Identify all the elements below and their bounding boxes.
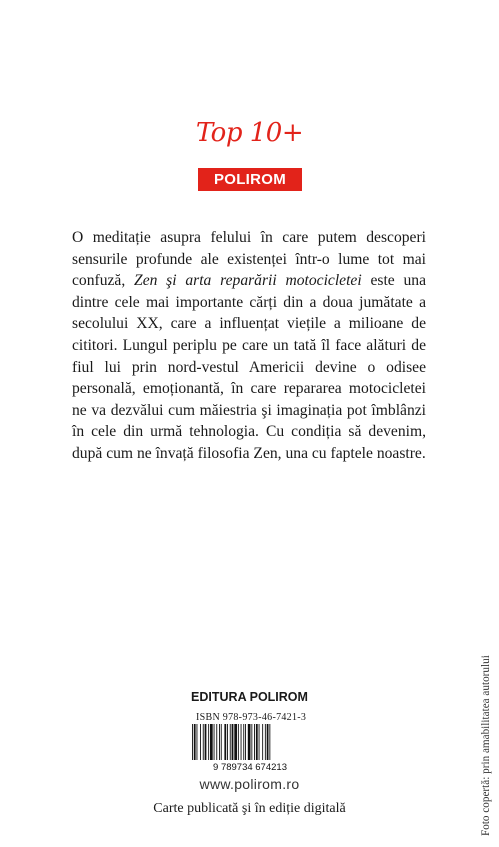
publisher-logo-badge: POLIROM [198, 168, 302, 191]
barcode-bar [227, 724, 228, 760]
barcode-bar [251, 724, 252, 760]
barcode-graphic [184, 724, 316, 772]
back-cover-blurb [72, 227, 426, 465]
barcode-bar [192, 724, 193, 760]
barcode-bar [208, 724, 209, 760]
barcode-digits: 9 789734 674213 [213, 762, 287, 772]
barcode-bar [254, 724, 255, 760]
barcode-bar [248, 724, 251, 760]
barcode-bar [224, 724, 226, 760]
barcode-bar [219, 724, 220, 760]
barcode-bar [238, 724, 239, 760]
barcode-bar [241, 724, 242, 760]
barcode-bar [203, 724, 204, 760]
barcode-bar [269, 724, 270, 760]
series-logo-text: Top 10+ [195, 118, 304, 148]
barcode-bar [194, 724, 196, 760]
isbn-label: ISBN 978-973-46-7421-3 [196, 712, 307, 723]
barcode-bar [243, 724, 244, 760]
barcode-bar [265, 724, 266, 760]
barcode-bar [214, 724, 215, 760]
barcode-bar [267, 724, 269, 760]
barcode-bar [197, 724, 198, 760]
photo-credit [478, 576, 494, 836]
book-title-italic: Zen şi arta reparării motocicletei [134, 272, 362, 290]
barcode-bar [259, 724, 260, 760]
barcode-bar [205, 724, 207, 760]
barcode-bar [221, 724, 222, 760]
barcode-bar [232, 724, 234, 760]
barcode-bar [216, 724, 217, 760]
barcode-bar [210, 724, 213, 760]
photo-credit-text: Foto copertă: prin amabilitatea autorului [480, 655, 492, 836]
barcode-bar [245, 724, 246, 760]
publisher-name: EDITURA POLIROM [191, 690, 308, 704]
publisher-website: www.polirom.ro [199, 776, 300, 792]
blurb-text-intro: O meditație asupra felului în care putem descoperi sensurile profunde ale existenței într-o lume tot mai confuză, [72, 229, 426, 290]
isbn-barcode [184, 724, 316, 772]
barcode-bar [262, 724, 263, 760]
blurb-text-body: este una dintre cele mai importante cărți din a doua jumătate a secolului XX, care a influențat viețile a milioane de cititori. Lungul periplu pe care un tată îl face alături de fiul lui prin nord-vestul Americii devine o odisee personală, emoționantă, în care repararea motocicletei ne va dezvălui cum măiestria şi imaginația pot îmblânzi în cele din urmă tehnologia. Cu condiția să devenim, după cum ne învață filosofia Zen, una cu faptele noastre. [72, 272, 426, 462]
digital-edition-note: Carte publicată şi în ediție digitală [153, 801, 346, 816]
barcode-bar [230, 724, 231, 760]
barcode-bar [200, 724, 201, 760]
barcode-bar [256, 724, 258, 760]
barcode-bar [234, 724, 237, 760]
